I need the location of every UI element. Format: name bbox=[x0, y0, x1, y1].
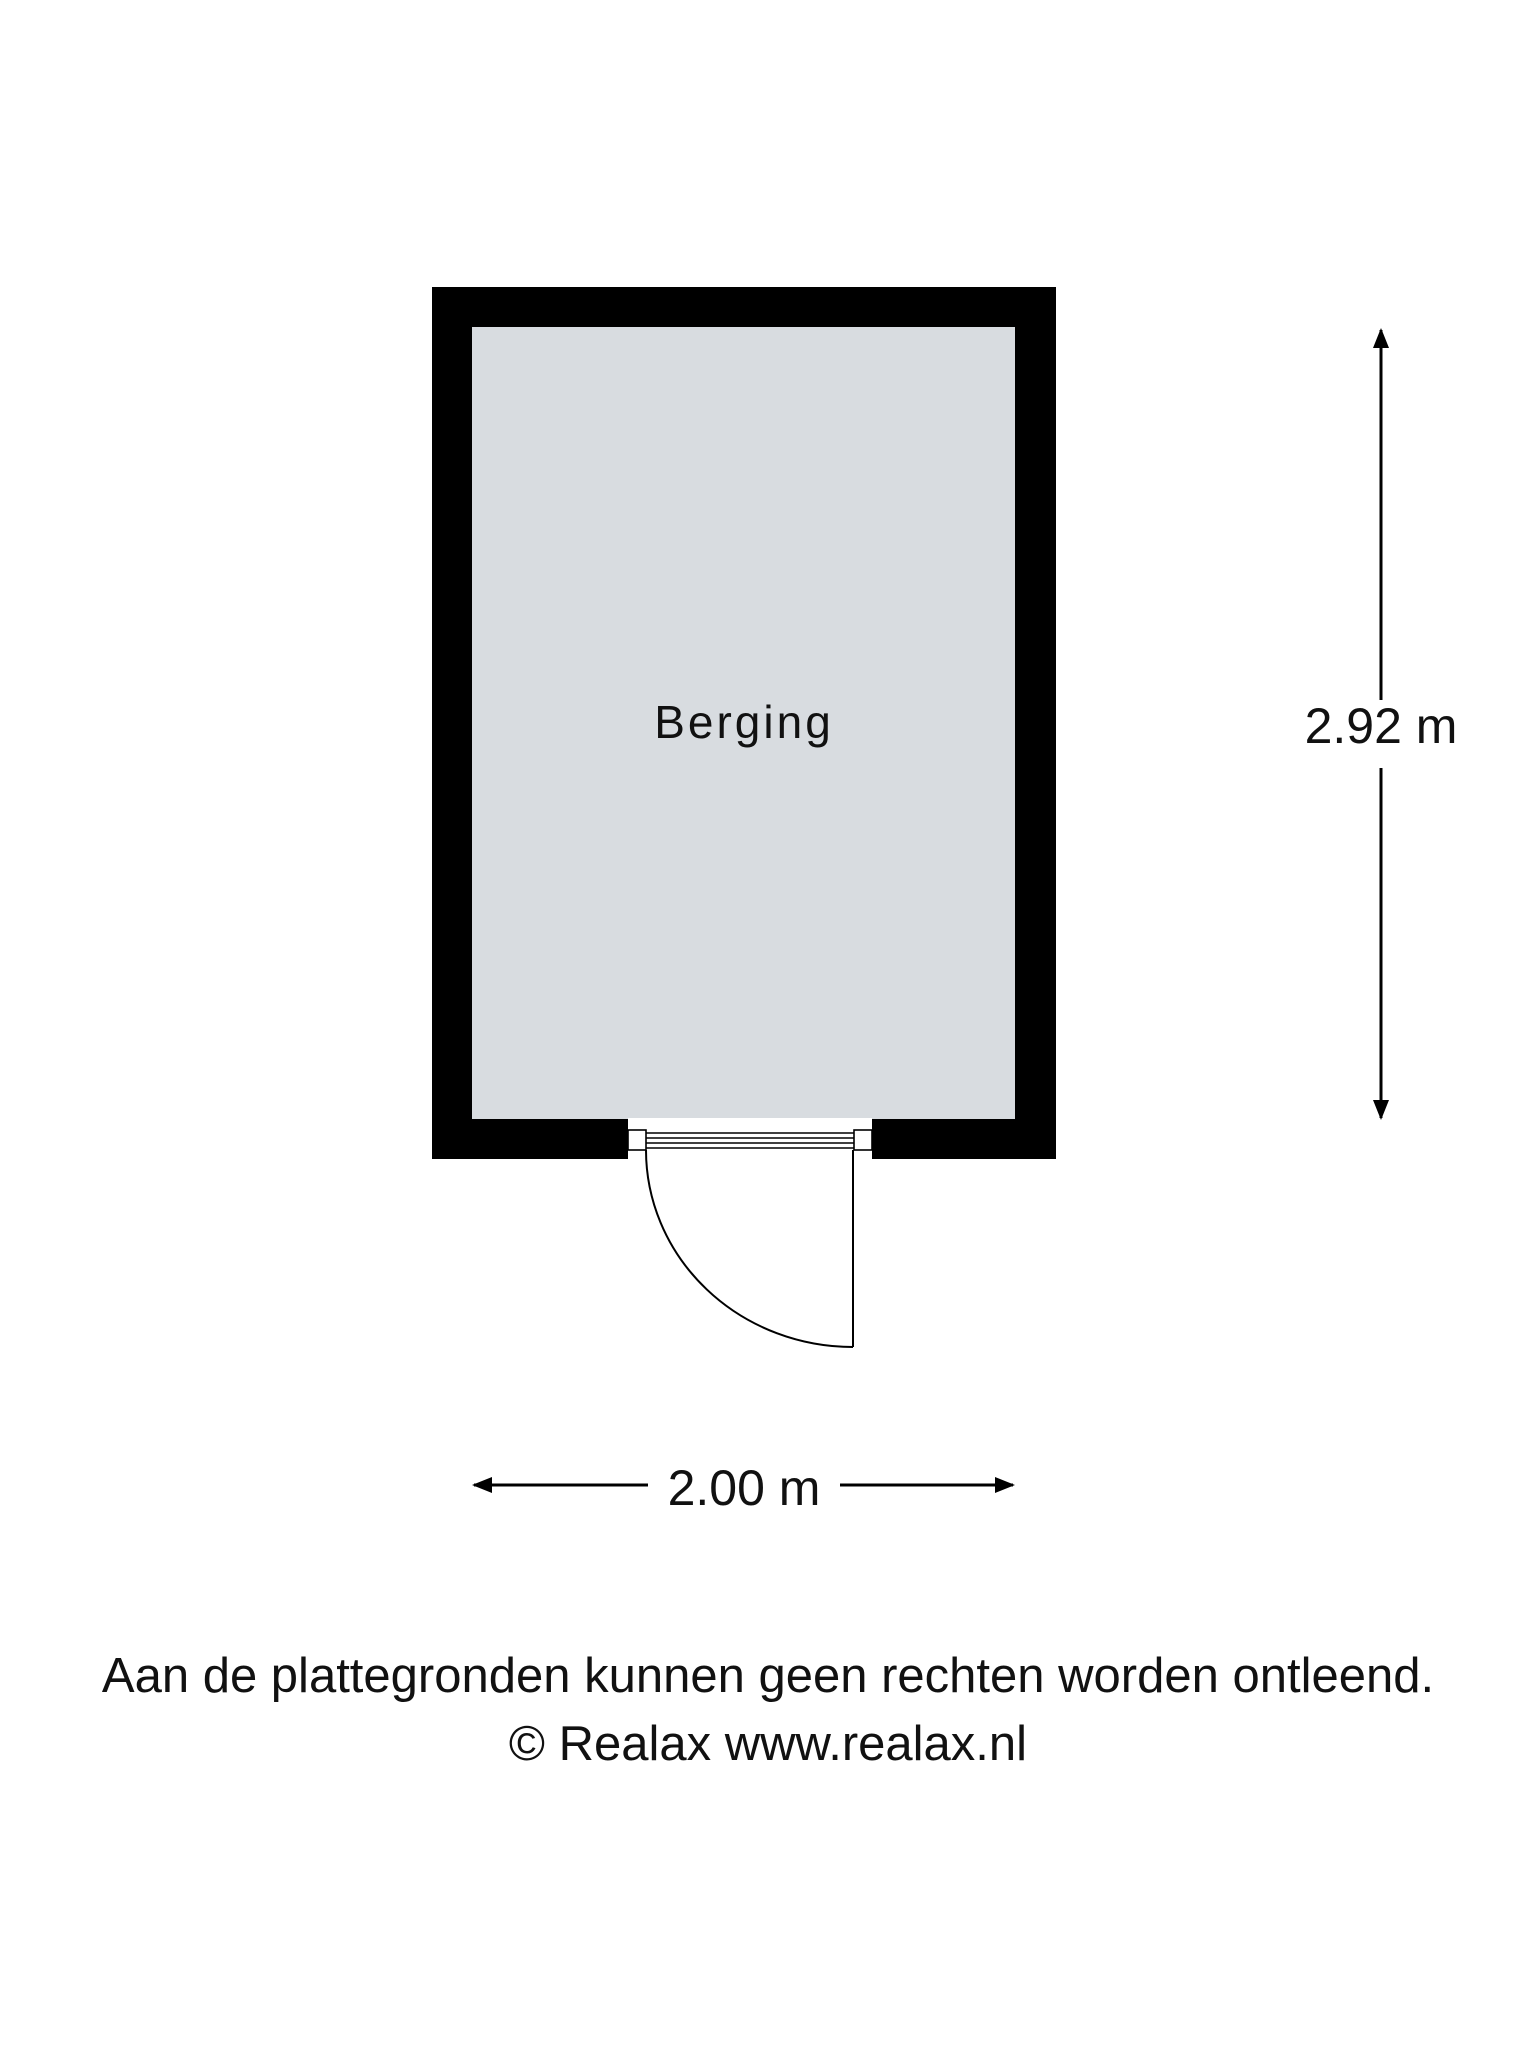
width-dimension-label: 2.00 m bbox=[667, 1460, 821, 1516]
door-swing bbox=[646, 1150, 853, 1347]
room-label: Berging bbox=[654, 696, 834, 748]
disclaimer-text: Aan de plattegronden kunnen geen rechten worden ontleend. bbox=[101, 1649, 1435, 1703]
door-opening bbox=[628, 1118, 872, 1160]
copyright-text: © Realax www.realax.nl bbox=[508, 1717, 1028, 1771]
height-dimension-label: 2.92 m bbox=[1304, 698, 1458, 754]
